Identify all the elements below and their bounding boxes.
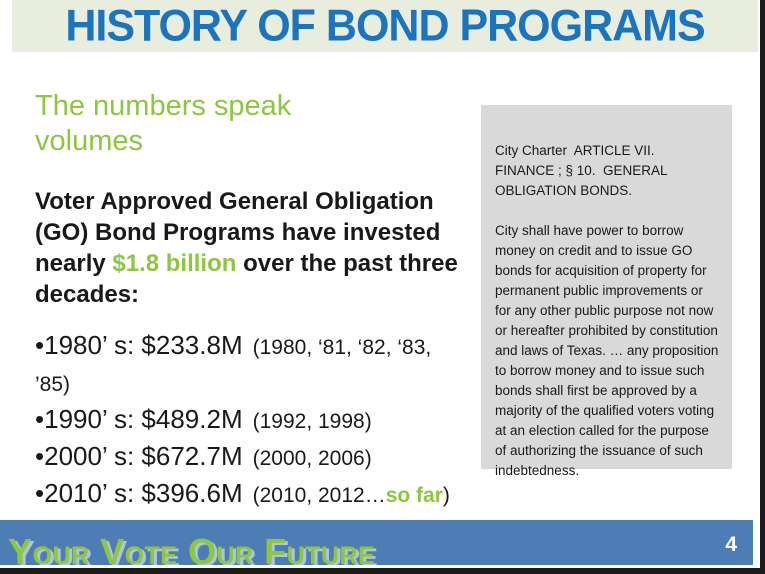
decade-bullet-list — [35, 328, 467, 513]
bullet-2000s-amount: •2000’ s: $672.7M — [35, 441, 243, 471]
slide-title: HISTORY OF BOND PROGRAMS — [65, 0, 705, 51]
charter-heading-paragraph: City Charter ARTICLE VII. FINANCE ; § 10. GENERAL OBLIGATION BONDS. — [495, 143, 671, 198]
intro-line-4: decades: — [35, 281, 140, 308]
bullet-1990s-years: (1992, 1998) — [252, 410, 372, 433]
bullet-1980s — [35, 328, 467, 402]
charter-body-paragraph: City shall have power to borrow money on credit and to issue GO bonds for acquisition of property for permanent public improvements or for any other public purpose not now or hereafter prohibited by constitution and laws of Texas. … any proposition to borrow money and to issue such bonds shall first be approved by a majority of the qualified voters voting at an election called for the purpose of authorizing the issuance of such indebtedness. — [495, 223, 723, 478]
header-band — [12, 0, 758, 52]
bullet-1980s-years: (1980, ‘81, ‘82, ‘83, ’85) — [35, 336, 432, 396]
bullet-1990s-amount: •1990’ s: $489.2M — [35, 404, 243, 434]
intro-line-2: (GO) Bond Programs have invested — [35, 219, 441, 246]
section-heading: The numbers speak volumes — [35, 90, 292, 157]
city-charter-panel — [481, 105, 732, 478]
bullet-2000s — [35, 439, 467, 476]
bullet-2010s-sofar-highlight: so far — [385, 484, 443, 507]
bullet-2010s — [35, 476, 467, 513]
bullet-1990s — [35, 402, 467, 439]
bullet-2010s-amount: •2010’ s: $396.6M — [35, 478, 243, 508]
bullet-2010s-years: (2010, 2012… — [252, 484, 386, 507]
intro-paragraph — [35, 186, 475, 310]
page-number: 4 — [725, 533, 737, 556]
bullet-2010s-years-close: ) — [442, 484, 450, 507]
intro-line-1: Voter Approved General Obligation — [35, 188, 434, 215]
bullet-2000s-years: (2000, 2006) — [252, 447, 372, 470]
intro-amount-highlight: $1.8 billion — [112, 250, 237, 277]
footer-motto: Your Vote Our Future — [8, 531, 376, 568]
intro-line-3-pre: nearly — [35, 250, 113, 277]
bullet-1980s-amount: •1980’ s: $233.8M — [35, 330, 243, 360]
intro-line-3 — [35, 248, 475, 279]
intro-line-3-post: over the past three — [236, 250, 458, 277]
